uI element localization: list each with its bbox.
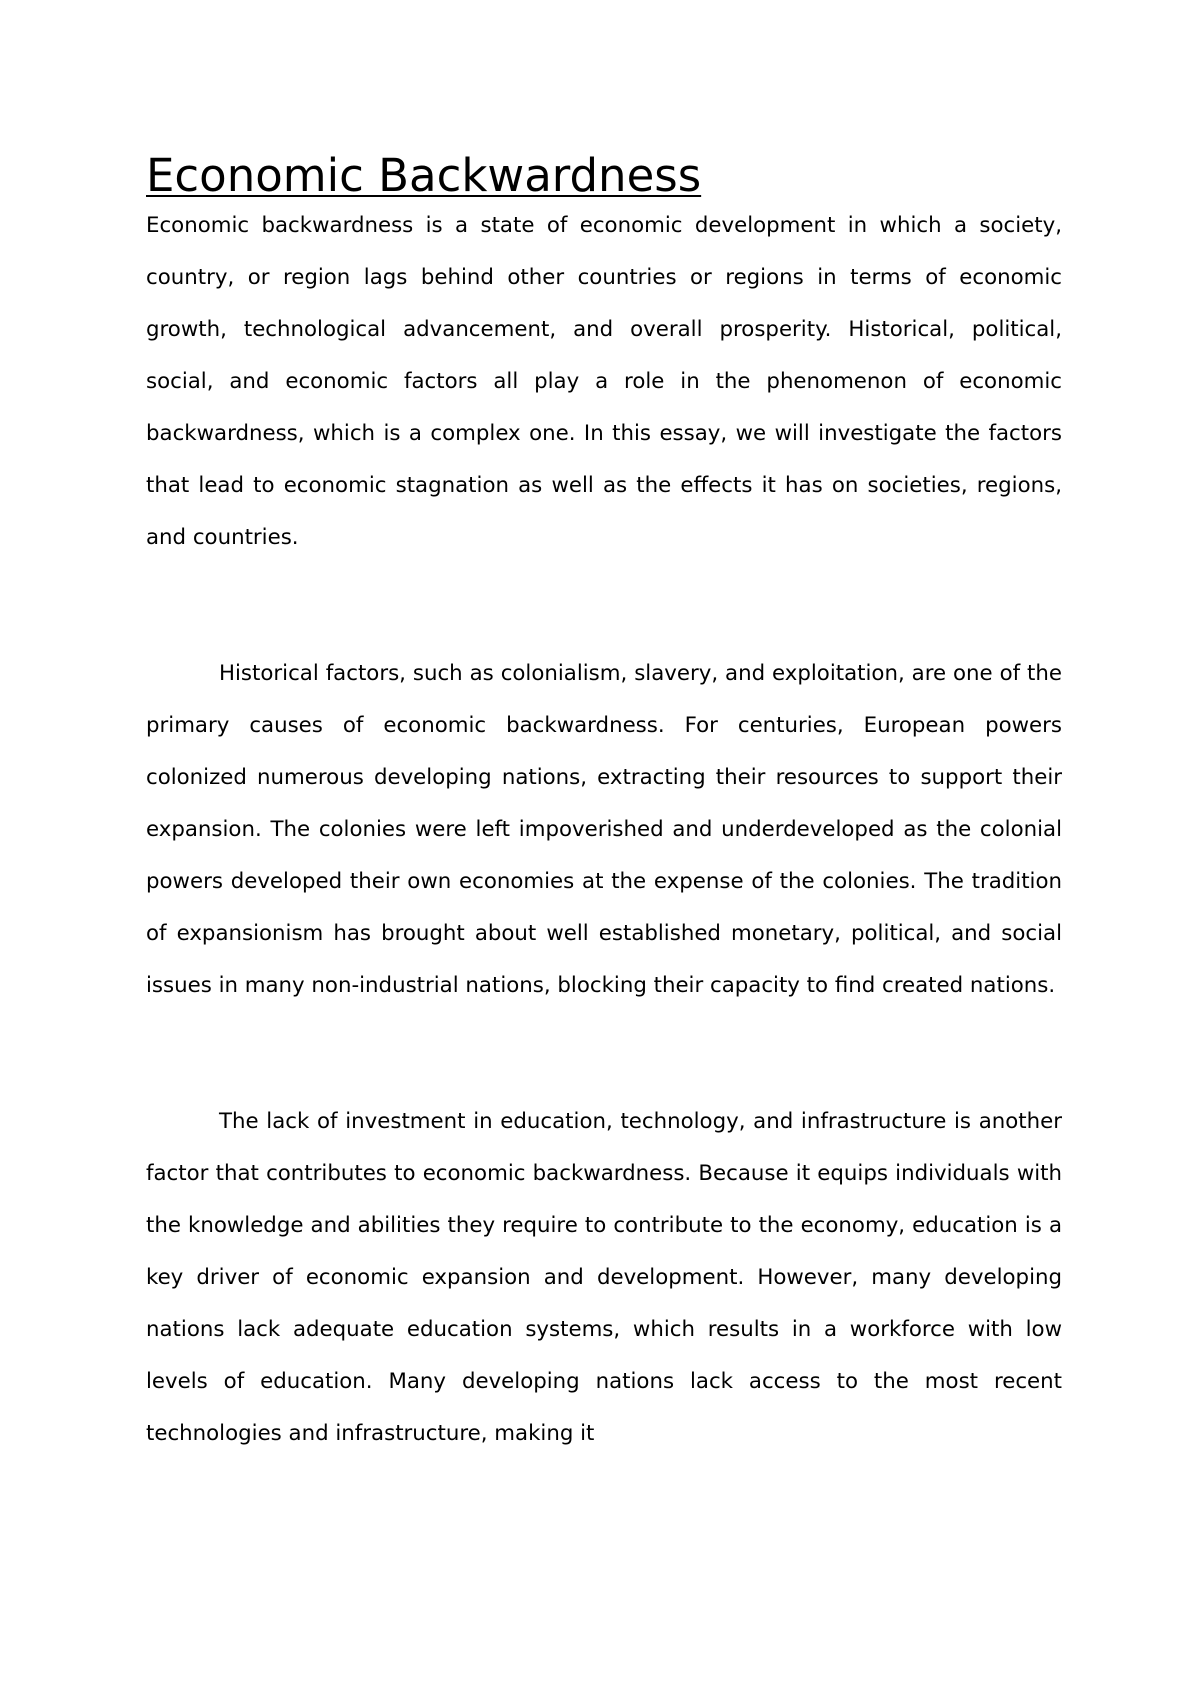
paragraph-investment-factors: The lack of investment in education, technology, and infrastructure is another factor that contributes to economic backwardness. Because it equips individuals with the knowledge and abilities they require to contribute to the economy, education is a key driver of economic expansion and development. However, many developing nations lack adequate education systems, which results in a workforce with low levels of education. Many developing nations lack access to the most recent technologies and infrastructure, making it [146, 1109, 1062, 1446]
paragraph-historical-factors: Historical factors, such as colonialism, slavery, and exploitation, are one of the primary causes of economic backwardness. For centuries, European powers colonized numerous developing nations, extracting their resources to support their expansion. The colonies were left impoverished and underdeveloped as the colonial powers developed their own economies at the expense of the colonies. The tradition of expansionism has brought about well established monetary, political, and social issues in many non-industrial nations, blocking their capacity to find created nations. [146, 661, 1062, 998]
document-body [146, 146, 1062, 1460]
paragraph-introduction: Economic backwardness is a state of economic development in which a society, country, or region lags behind other countries or regions in terms of economic growth, technological advancement, and overall prosperity. Historical, political, social, and economic factors all play a role in the phenomenon of economic backwardness, which is a complex one. In this essay, we will investigate the factors that lead to economic stagnation as well as the effects it has on societies, regions, and countries. [146, 213, 1062, 550]
document-title: Economic Backwardness [146, 149, 702, 202]
